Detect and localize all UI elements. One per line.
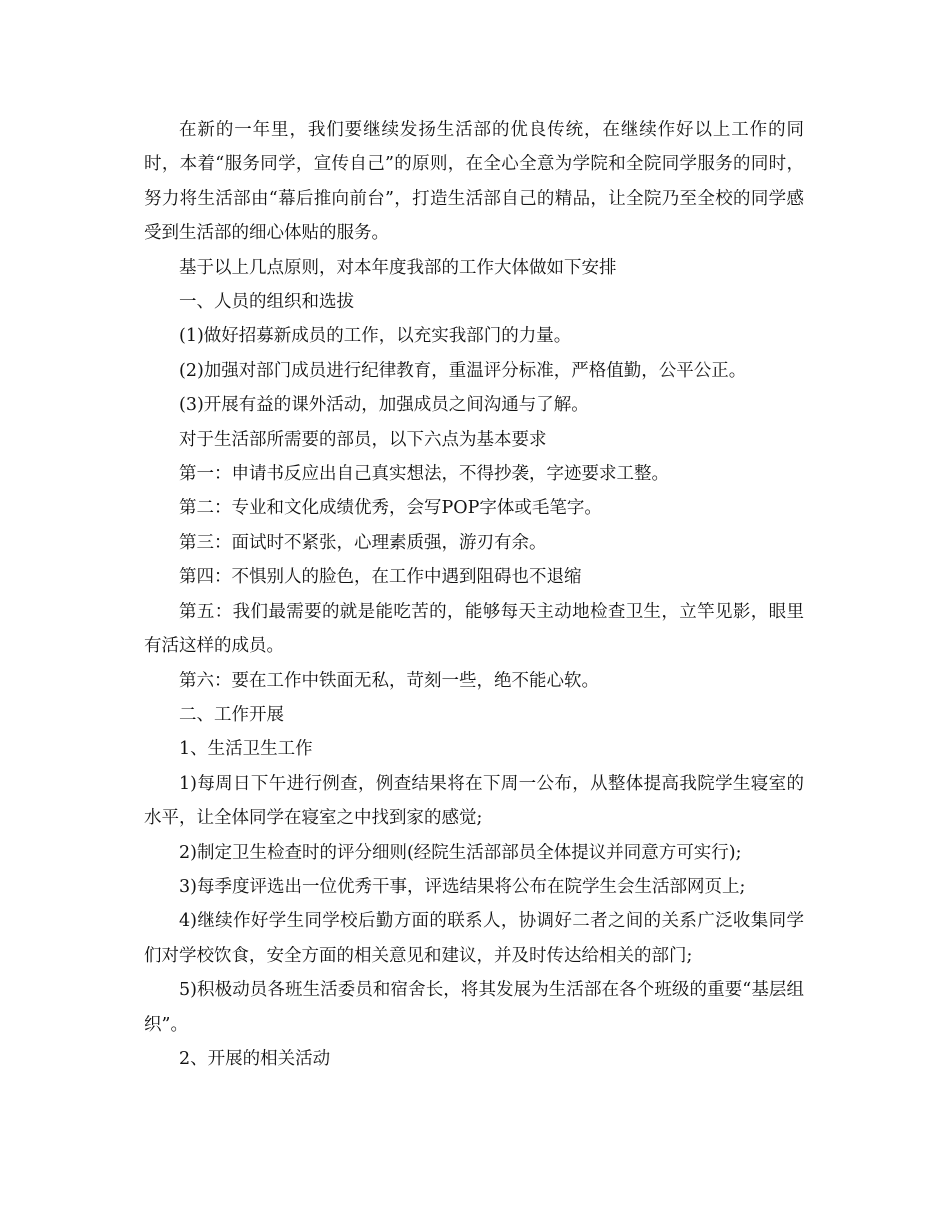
section-heading: 二、工作开展 — [179, 704, 284, 725]
list-item: 1)每周日下午进行例查，例查结果将在下周一公布，从整体提高我院学生寝室的水平，让全体同学在寝室之中找到家的感觉; — [144, 773, 804, 829]
subsection-heading: 2、开展的相关活动 — [179, 1048, 331, 1069]
list-item: (2)加强对部门成员进行纪律教育，重温评分标准，严格值勤，公平公正。 — [179, 360, 747, 381]
list-item: 3)每季度评选出一位优秀干事，评选结果将公布在院学生会生活部网页上; — [179, 876, 746, 897]
document-body — [144, 113, 804, 1076]
list-item: 2)制定卫生检查时的评分细则(经院生活部部员全体提议并同意方可实行); — [179, 842, 742, 863]
list-item: 第六：要在工作中铁面无私，苛刻一些，绝不能心软。 — [179, 670, 599, 691]
subsection-heading: 1、生活卫生工作 — [179, 739, 313, 760]
list-item: 5)积极动员各班生活委员和宿舍长，将其发展为生活部在各个班级的重要“基层组织”。 — [144, 980, 804, 1035]
list-item: 4)继续作好学生同学校后勤方面的联系人，协调好二者之间的关系广泛收集同学们对学校饮食，安全方面的相关意见和建议，并及时传达给相关的部门; — [144, 911, 804, 966]
list-item: 第一：申请书反应出自己真实想法，不得抄袭，字迹要求工整。 — [179, 464, 669, 485]
paragraph: 基于以上几点原则，对本年度我部的工作大体做如下安排 — [179, 257, 617, 278]
list-item: 第五：我们最需要的就是能吃苦的，能够每天主动地检查卫生，立竿见影，眼里有活这样的成员。 — [144, 601, 804, 657]
list-item: 第三：面试时不紧张，心理素质强，游刃有余。 — [179, 532, 547, 553]
paragraph: 对于生活部所需要的部员，以下六点为基本要求 — [179, 429, 547, 450]
paragraph: 在新的一年里，我们要继续发扬生活部的优良传统，在继续作好以上工作的同时，本着“服务同学，宣传自己”的原则，在全心全意为学院和全院同学服务的同时，努力将生活部由“幕后推向前台”，打造生活部自己的精品，让全院乃至全校的同学感受到生活部的细心体贴的服务。 — [144, 120, 804, 244]
list-item: (1)做好招募新成员的工作，以充实我部门的力量。 — [179, 326, 572, 347]
list-item: 第二：专业和文化成绩优秀，会写POP字体或毛笔字。 — [179, 498, 602, 519]
list-item: 第四：不惧别人的脸色，在工作中遇到阻碍也不退缩 — [179, 567, 582, 588]
section-heading: 一、人员的组织和选拔 — [179, 292, 354, 313]
list-item: (3)开展有益的课外活动，加强成员之间沟通与了解。 — [179, 395, 589, 416]
